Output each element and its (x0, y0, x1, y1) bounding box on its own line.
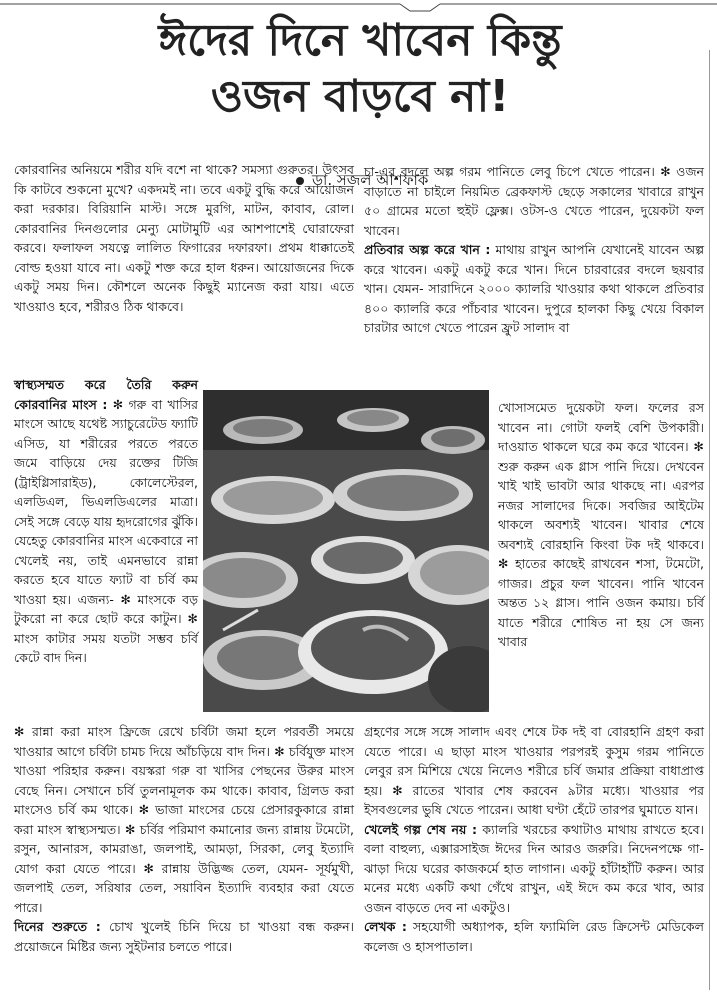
buffet-photo (203, 390, 489, 712)
section-small-meals-heading: প্রতিবার অল্প করে খান : (364, 242, 491, 257)
section-morning-heading: দিনের শুরুতে : (14, 919, 101, 934)
section-exercise-heading: খেলেই গল্প শেষ নয় : (364, 821, 478, 837)
intro-text-block (14, 160, 354, 316)
col2-side-block (498, 398, 704, 652)
headline (60, 14, 660, 126)
author-text: সহযোগী অধ্যাপক, হলি ফ্যামিলি রেড ক্রিসেন্ট মেডিকেল কলেজ ও হাসপাতাল। (364, 919, 704, 954)
right-rule (709, 50, 710, 990)
section-morning-paragraph (14, 917, 354, 956)
section-meat-text: ✻ গরু বা খাসির মাংসে আছে যথেষ্ট স্যাচুরেটেড ফ্যাটি এসিড, যা শরীরের পরতে পরতে জমে বাড়িয়ে দেয় রক্তের টিজি (ট্রাইগ্লিসারাইড), কোলেস্টেরল, এলডিএল, ভিএলডিএলের মাত্রা। সেই সঙ্গে বেড়ে যায় হৃদরোগের ঝুঁকি। যেহেতু কোরবানির মাংস একেবারে না খেলেই নয়, তাই এমনভাবে রান্না করতে হবে যাতে ফ্যাট বা চর্বি কম খাওয়া হয়। এজন্য- ✻ মাংসকে বড় টুকরো না করে ছোট করে কাটুন। ✻ মাংস কাটার সময় যতটা সম্ভব চর্বি কেটে বাদ দিন। (14, 396, 198, 665)
headline-line-1: ঈদের দিনে খাবেন কিন্তু (158, 15, 562, 66)
section-meat-heading: স্বাস্থ্যসম্মত করে তৈরি করুন কোরবানির মাংস : (14, 377, 198, 412)
top-border (0, 0, 717, 12)
section-exercise-text: ক্যালরি খরচের কথাটাও মাথায় রাখতে হবে। বলা বাহুল্য, এক্সারসাইজ ঈদের দিন আরও জরুরি। নিদেনপক্ষে গা-ঝাড়া দিয়ে ঘরের কাজকর্মে হাত লাগান। একটু হাঁটাহাঁটি করুন। আর মনের মধ্যে একটি কথা গেঁথে রাখুন, এই ঈদে কম করে খাব, আর ওজন বাড়তে দেব না একটুও। (364, 821, 704, 915)
author-name: ডা. সজল আশফাক (312, 171, 429, 189)
author-heading: লেখক : (364, 919, 407, 934)
section-meat-continued-block (14, 722, 354, 956)
section-meat-paragraph (14, 375, 198, 668)
section-small-meals-text: মাথায় রাখুন আপনি যেখানেই যাবেন অল্প করে খাবেন। একটু একটু করে খান। দিনে চারবারের বদলে ছয়বার খান। যেমন- সারাদিনে ২০০০ ক্যালরি খাওয়ার কথা থাকলে প্রতিবার ৪০০ ক্যালরি করে পাঁচবার খাবেন। দুপুরে হালকা কিছু খেয়ে বিকাল চারটার আগে খেতে পারেন ফ্রুট সালাদ বা (364, 242, 704, 335)
col2-bottom-paragraph: গ্রহণের সঙ্গে সঙ্গে সালাদ এবং শেষে টক দই বা বোরহানি গ্রহণ করা যেতে পারে। এ ছাড়া মাংস খাওয়ার পরপরই কুসুম গরম পানিতে লেবুর রস মিশিয়ে খেয়ে নিলেও শরীরে চর্বি জমার প্রক্রিয়া বাধাপ্রাপ্ত হয়। ✻ রাতের খাবার শেষ করবেন ৯টার মধ্যে। খাওয়ার পর ইসবগুলের ভুষি খেতে পারেন। আধা ঘণ্টা হেঁটে তারপর ঘুমাতে যান। (364, 724, 704, 817)
col2-side-paragraph: খোসাসমেত দুয়েকটা ফল। ফলের রস খাবেন না। গোটা ফলই বেশি উপকারী। দাওয়াত থাকলে ঘরে কম করে খাবেন। ✻ শুরু করুন এক গ্লাস পানি দিয়ে। দেখবেন খাই খাই ভাবটা আর থাকছে না। এরপর নজর সালাদের দিকে। সবজির আইটেম থাকলে অবশ্যই খাবেন। খাবার শেষে অবশ্যই বোরহানি কিংবা টক দই থাকবে। ✻ হাতের কাছেই রাখবেন শসা, টমেটো, গাজর। প্রচুর ফল খাবেন। পানি খাবেন অন্তত ১২ গ্লাস। পানি ওজন কমায়। চর্বি যাতে শরীরে শোষিত না হয় সে জন্য খাবার (498, 400, 704, 649)
col2-top-block (364, 162, 704, 338)
intro-paragraph: কোরবানির অনিয়মে শরীর যদি বশে না থাকে? সমস্যা গুরুতর। উৎসব কি কাটবে শুকনো মুখে? একদমই না। তবে একটু বুদ্ধি করে আয়োজন করা দরকার। বিরিয়ানি মাস্ট। সঙ্গে মুরগি, মাটন, কাবাব, রোল। কোরবানির দিনগুলোর মেন্যু মোটামুটি এর আশপাশেই ঘোরাফেরা করবে। ফলাফল সযত্নে লালিত ফিগারের দফারফা। প্রথম ধাক্কাতেই বোল্ড হওয়া যাবে না। একটু শক্ত করে হাল ধরুন। আয়োজনের দিকে একটু সময় দিন। কৌশলে অনেক কিছুই ম্যানেজ করা যায়। এতে খাওয়াও হবে, শরীরও ঠিক থাকবে। (14, 162, 354, 314)
section-morning-text: চোখ খুলেই চিনি দিয়ে চা খাওয়া বন্ধ করুন। প্রয়োজনে মিষ্টির জন্য সুইটনার চলতে পারে। (14, 919, 354, 954)
headline-line-2: ওজন বাড়বে না! (210, 71, 510, 122)
section-exercise-paragraph (364, 820, 704, 918)
col2-top-paragraph: চা-এর বদলে অল্প গরম পানিতে লেবু চিপে খেতে পারেন। ✻ ওজন বাড়াতে না চাইলে নিয়মিত ব্রেকফাস্ট ছেড়ে সকালের খাবারে রাখুন ৫০ গ্রামের মতো হুইট ফ্লেক্স। ওটস-ও খেতে পারেন, দুয়েকটা ফল খাবেন। (364, 164, 704, 238)
col2-bottom-block (364, 722, 704, 956)
section-meat-block (14, 375, 198, 668)
section-small-meals-paragraph (364, 240, 704, 338)
author-paragraph (364, 917, 704, 956)
section-meat-continued: ✻ রান্না করা মাংস ফ্রিজে রেখে চর্বিটা জমা হলে পরবর্তী সময়ে খাওয়ার আগে চর্বিটা চামচ দিয়ে আঁচড়িয়ে বাদ দিন। ✻ চর্বিযুক্ত মাংস খাওয়া পরিহার করুন। বয়স্করা গরু বা খাসির পেছনের উরুর মাংস বেছে নিন। সেখানে চর্বি তুলনামূলক কম থাকে। কাবাব, গ্রিলড করা মাংসেও চর্বি কম থাকে। ✻ ভাজা মাংসের চেয়ে প্রেসারকুকারে রান্না করা মাংস স্বাস্থ্যসম্মত। ✻ চর্বির পরিমাণ কমানোর জন্য রান্নায় টমেটো, রসুন, আনারস, কামরাঙা, জলপাই, আমড়া, সিরকা, লেবু ইত্যাদি যোগ করা যেতে পারে। ✻ রান্নায় উদ্ভিজ্জ তেল, যেমন- সূর্যমুখী, জলপাই তেল, সরিষার তেল, সয়াবিন ইত্যাদি ব্যবহার করা যেতে পারে। (14, 724, 354, 915)
buffet-table-icon (203, 390, 489, 712)
